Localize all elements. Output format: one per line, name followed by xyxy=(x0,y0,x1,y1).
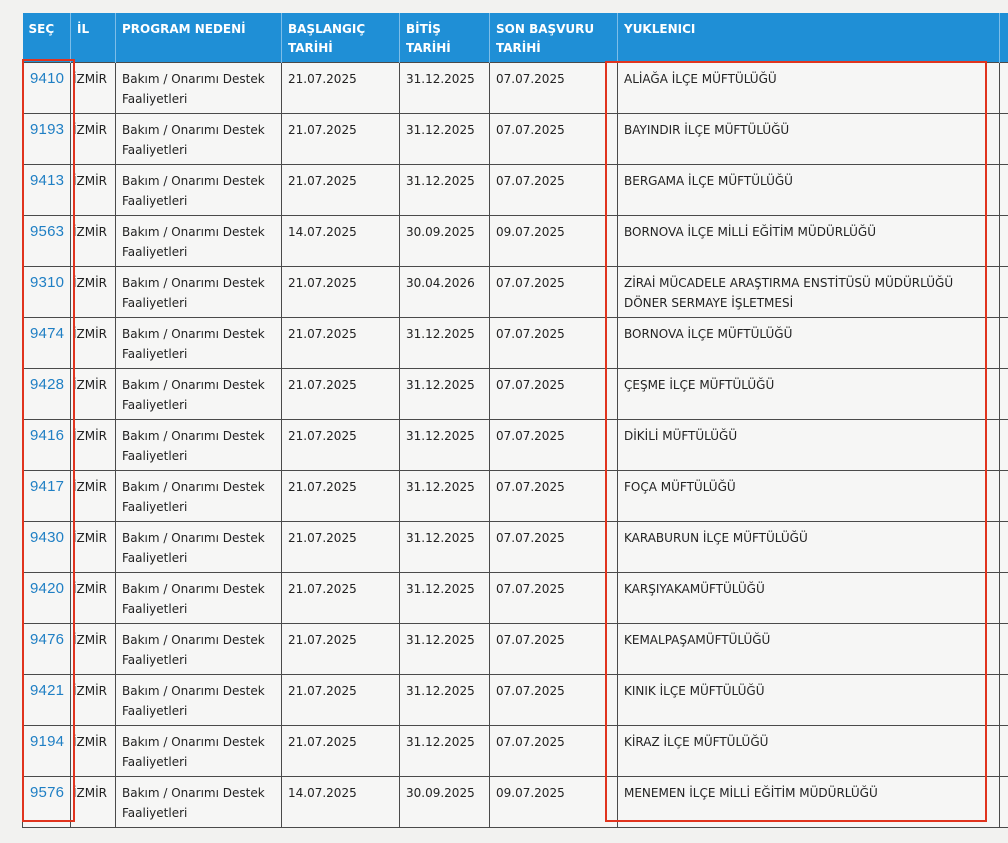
col-header-cutoff xyxy=(1000,13,1008,63)
table-row xyxy=(23,267,1008,318)
cell-program-nedeni: Bakım / Onarımı Destek Faaliyetleri xyxy=(116,420,282,471)
table-row xyxy=(23,624,1008,675)
cell-cutoff xyxy=(1000,420,1008,471)
cell-son-basvuru-tarihi: 07.07.2025 xyxy=(490,318,618,369)
cell-il: İZMİR xyxy=(71,624,116,675)
cell-yuklenici: FOÇA MÜFTÜLÜĞÜ xyxy=(618,471,1000,522)
cell-il: İZMİR xyxy=(71,726,116,777)
cell-cutoff xyxy=(1000,114,1008,165)
cell-program-nedeni: Bakım / Onarımı Destek Faaliyetleri xyxy=(116,777,282,828)
col-header-bitis-tarihi[interactable]: BİTİŞ TARİHİ xyxy=(400,13,490,63)
select-link[interactable]: 9310 xyxy=(30,274,65,291)
cell-bitis-tarihi: 31.12.2025 xyxy=(400,522,490,573)
cell-il: İZMİR xyxy=(71,522,116,573)
select-link[interactable]: 9413 xyxy=(30,172,65,189)
cell-yuklenici: BORNOVA İLÇE MÜFTÜLÜĞÜ xyxy=(618,318,1000,369)
cell-bitis-tarihi: 30.09.2025 xyxy=(400,216,490,267)
cell-sec xyxy=(23,114,71,165)
cell-baslangic-tarihi: 21.07.2025 xyxy=(282,522,400,573)
cell-il: İZMİR xyxy=(71,369,116,420)
cell-baslangic-tarihi: 14.07.2025 xyxy=(282,777,400,828)
cell-yuklenici: KINIK İLÇE MÜFTÜLÜĞÜ xyxy=(618,675,1000,726)
cell-son-basvuru-tarihi: 09.07.2025 xyxy=(490,777,618,828)
cell-sec xyxy=(23,624,71,675)
cell-cutoff xyxy=(1000,726,1008,777)
cell-son-basvuru-tarihi: 07.07.2025 xyxy=(490,726,618,777)
table-row xyxy=(23,63,1008,114)
cell-baslangic-tarihi: 21.07.2025 xyxy=(282,267,400,318)
cell-sec xyxy=(23,777,71,828)
cell-sec xyxy=(23,471,71,522)
cell-bitis-tarihi: 30.09.2025 xyxy=(400,777,490,828)
cell-baslangic-tarihi: 14.07.2025 xyxy=(282,216,400,267)
cell-bitis-tarihi: 31.12.2025 xyxy=(400,114,490,165)
cell-il: İZMİR xyxy=(71,420,116,471)
table-row xyxy=(23,675,1008,726)
cell-program-nedeni: Bakım / Onarımı Destek Faaliyetleri xyxy=(116,165,282,216)
cell-cutoff xyxy=(1000,471,1008,522)
cell-cutoff xyxy=(1000,777,1008,828)
cell-baslangic-tarihi: 21.07.2025 xyxy=(282,165,400,216)
cell-il: İZMİR xyxy=(71,216,116,267)
cell-bitis-tarihi: 31.12.2025 xyxy=(400,573,490,624)
cell-bitis-tarihi: 31.12.2025 xyxy=(400,420,490,471)
cell-bitis-tarihi: 31.12.2025 xyxy=(400,63,490,114)
cell-il: İZMİR xyxy=(71,573,116,624)
cell-il: İZMİR xyxy=(71,165,116,216)
cell-bitis-tarihi: 31.12.2025 xyxy=(400,369,490,420)
table-header-row xyxy=(23,13,1008,63)
table-row xyxy=(23,318,1008,369)
cell-son-basvuru-tarihi: 07.07.2025 xyxy=(490,675,618,726)
cell-bitis-tarihi: 31.12.2025 xyxy=(400,624,490,675)
cell-baslangic-tarihi: 21.07.2025 xyxy=(282,471,400,522)
cell-sec xyxy=(23,63,71,114)
cell-yuklenici: ALİAĞA İLÇE MÜFTÜLÜĞÜ xyxy=(618,63,1000,114)
cell-program-nedeni: Bakım / Onarımı Destek Faaliyetleri xyxy=(116,675,282,726)
table-row xyxy=(23,777,1008,828)
cell-program-nedeni: Bakım / Onarımı Destek Faaliyetleri xyxy=(116,573,282,624)
cell-yuklenici: BORNOVA İLÇE MİLLİ EĞİTİM MÜDÜRLÜĞÜ xyxy=(618,216,1000,267)
cell-bitis-tarihi: 31.12.2025 xyxy=(400,165,490,216)
select-link[interactable]: 9194 xyxy=(30,733,65,750)
select-link[interactable]: 9420 xyxy=(30,580,65,597)
cell-program-nedeni: Bakım / Onarımı Destek Faaliyetleri xyxy=(116,216,282,267)
cell-il: İZMİR xyxy=(71,63,116,114)
table-row xyxy=(23,726,1008,777)
select-link[interactable]: 9474 xyxy=(30,325,65,342)
cell-program-nedeni: Bakım / Onarımı Destek Faaliyetleri xyxy=(116,114,282,165)
cell-baslangic-tarihi: 21.07.2025 xyxy=(282,420,400,471)
cell-son-basvuru-tarihi: 07.07.2025 xyxy=(490,420,618,471)
cell-son-basvuru-tarihi: 07.07.2025 xyxy=(490,573,618,624)
cell-yuklenici: BERGAMA İLÇE MÜFTÜLÜĞÜ xyxy=(618,165,1000,216)
cell-cutoff xyxy=(1000,216,1008,267)
col-header-son-basvuru-tarihi[interactable]: SON BAŞVURU TARİHİ xyxy=(490,13,618,63)
cell-il: İZMİR xyxy=(71,777,116,828)
col-header-sec[interactable]: SEÇ xyxy=(23,13,71,63)
cell-cutoff xyxy=(1000,267,1008,318)
cell-il: İZMİR xyxy=(71,318,116,369)
cell-bitis-tarihi: 30.04.2026 xyxy=(400,267,490,318)
cell-bitis-tarihi: 31.12.2025 xyxy=(400,318,490,369)
cell-yuklenici: MENEMEN İLÇE MİLLİ EĞİTİM MÜDÜRLÜĞÜ xyxy=(618,777,1000,828)
cell-yuklenici: BAYINDIR İLÇE MÜFTÜLÜĞÜ xyxy=(618,114,1000,165)
cell-cutoff xyxy=(1000,675,1008,726)
cell-program-nedeni: Bakım / Onarımı Destek Faaliyetleri xyxy=(116,726,282,777)
cell-program-nedeni: Bakım / Onarımı Destek Faaliyetleri xyxy=(116,522,282,573)
cell-program-nedeni: Bakım / Onarımı Destek Faaliyetleri xyxy=(116,63,282,114)
cell-sec xyxy=(23,726,71,777)
table-body xyxy=(23,63,1008,828)
cell-bitis-tarihi: 31.12.2025 xyxy=(400,726,490,777)
col-header-program-nedeni[interactable]: PROGRAM NEDENİ xyxy=(116,13,282,63)
col-header-baslangic-tarihi[interactable]: BAŞLANGIÇ TARİHİ xyxy=(282,13,400,63)
cell-bitis-tarihi: 31.12.2025 xyxy=(400,471,490,522)
cell-cutoff xyxy=(1000,63,1008,114)
cell-son-basvuru-tarihi: 07.07.2025 xyxy=(490,624,618,675)
select-link[interactable]: 9476 xyxy=(30,631,65,648)
select-link[interactable]: 9193 xyxy=(30,121,65,138)
cell-son-basvuru-tarihi: 07.07.2025 xyxy=(490,63,618,114)
cell-il: İZMİR xyxy=(71,114,116,165)
cell-baslangic-tarihi: 21.07.2025 xyxy=(282,573,400,624)
select-link[interactable]: 9430 xyxy=(30,529,65,546)
cell-son-basvuru-tarihi: 07.07.2025 xyxy=(490,471,618,522)
cell-baslangic-tarihi: 21.07.2025 xyxy=(282,369,400,420)
cell-son-basvuru-tarihi: 09.07.2025 xyxy=(490,216,618,267)
cell-son-basvuru-tarihi: 07.07.2025 xyxy=(490,165,618,216)
cell-il: İZMİR xyxy=(71,267,116,318)
col-header-il[interactable]: İL xyxy=(71,13,116,63)
cell-program-nedeni: Bakım / Onarımı Destek Faaliyetleri xyxy=(116,624,282,675)
cell-yuklenici: ZİRAİ MÜCADELE ARAŞTIRMA ENSTİTÜSÜ MÜDÜRLÜĞÜ DÖNER SERMAYE İŞLETMESİ xyxy=(618,267,1000,318)
cell-sec xyxy=(23,675,71,726)
cell-sec xyxy=(23,522,71,573)
table-row xyxy=(23,369,1008,420)
cell-cutoff xyxy=(1000,522,1008,573)
table-row xyxy=(23,471,1008,522)
cell-yuklenici: ÇEŞME İLÇE MÜFTÜLÜĞÜ xyxy=(618,369,1000,420)
cell-cutoff xyxy=(1000,573,1008,624)
cell-sec xyxy=(23,267,71,318)
table-row xyxy=(23,114,1008,165)
cell-yuklenici: KEMALPAŞAMÜFTÜLÜĞÜ xyxy=(618,624,1000,675)
col-header-yuklenici[interactable]: YUKLENICI xyxy=(618,13,1000,63)
cell-baslangic-tarihi: 21.07.2025 xyxy=(282,726,400,777)
cell-il: İZMİR xyxy=(71,675,116,726)
cell-cutoff xyxy=(1000,369,1008,420)
cell-son-basvuru-tarihi: 07.07.2025 xyxy=(490,369,618,420)
cell-sec xyxy=(23,573,71,624)
cell-cutoff xyxy=(1000,318,1008,369)
select-link[interactable]: 9563 xyxy=(30,223,65,240)
cell-bitis-tarihi: 31.12.2025 xyxy=(400,675,490,726)
select-link[interactable]: 9576 xyxy=(30,784,65,801)
table-row xyxy=(23,216,1008,267)
cell-son-basvuru-tarihi: 07.07.2025 xyxy=(490,114,618,165)
cell-yuklenici: KARABURUN İLÇE MÜFTÜLÜĞÜ xyxy=(618,522,1000,573)
select-link[interactable]: 9416 xyxy=(30,427,65,444)
cell-sec xyxy=(23,216,71,267)
table-row xyxy=(23,420,1008,471)
cell-program-nedeni: Bakım / Onarımı Destek Faaliyetleri xyxy=(116,318,282,369)
cell-il: İZMİR xyxy=(71,471,116,522)
cell-program-nedeni: Bakım / Onarımı Destek Faaliyetleri xyxy=(116,369,282,420)
cell-sec xyxy=(23,369,71,420)
cell-sec xyxy=(23,420,71,471)
table-row xyxy=(23,522,1008,573)
cell-baslangic-tarihi: 21.07.2025 xyxy=(282,114,400,165)
select-link[interactable]: 9417 xyxy=(30,478,65,495)
cell-baslangic-tarihi: 21.07.2025 xyxy=(282,318,400,369)
select-link[interactable]: 9421 xyxy=(30,682,65,699)
cell-baslangic-tarihi: 21.07.2025 xyxy=(282,675,400,726)
cell-baslangic-tarihi: 21.07.2025 xyxy=(282,63,400,114)
cell-program-nedeni: Bakım / Onarımı Destek Faaliyetleri xyxy=(116,471,282,522)
table-row xyxy=(23,573,1008,624)
cell-son-basvuru-tarihi: 07.07.2025 xyxy=(490,267,618,318)
cell-yuklenici: KARŞIYAKAMÜFTÜLÜĞÜ xyxy=(618,573,1000,624)
cell-program-nedeni: Bakım / Onarımı Destek Faaliyetleri xyxy=(116,267,282,318)
select-link[interactable]: 9428 xyxy=(30,376,65,393)
cell-cutoff xyxy=(1000,624,1008,675)
table-row xyxy=(23,165,1008,216)
cell-cutoff xyxy=(1000,165,1008,216)
cell-yuklenici: KİRAZ İLÇE MÜFTÜLÜĞÜ xyxy=(618,726,1000,777)
cell-yuklenici: DİKİLİ MÜFTÜLÜĞÜ xyxy=(618,420,1000,471)
select-link[interactable]: 9410 xyxy=(30,70,65,87)
results-table-container xyxy=(22,13,1008,828)
cell-sec xyxy=(23,165,71,216)
cell-son-basvuru-tarihi: 07.07.2025 xyxy=(490,522,618,573)
cell-sec xyxy=(23,318,71,369)
results-table xyxy=(22,13,1008,828)
cell-baslangic-tarihi: 21.07.2025 xyxy=(282,624,400,675)
